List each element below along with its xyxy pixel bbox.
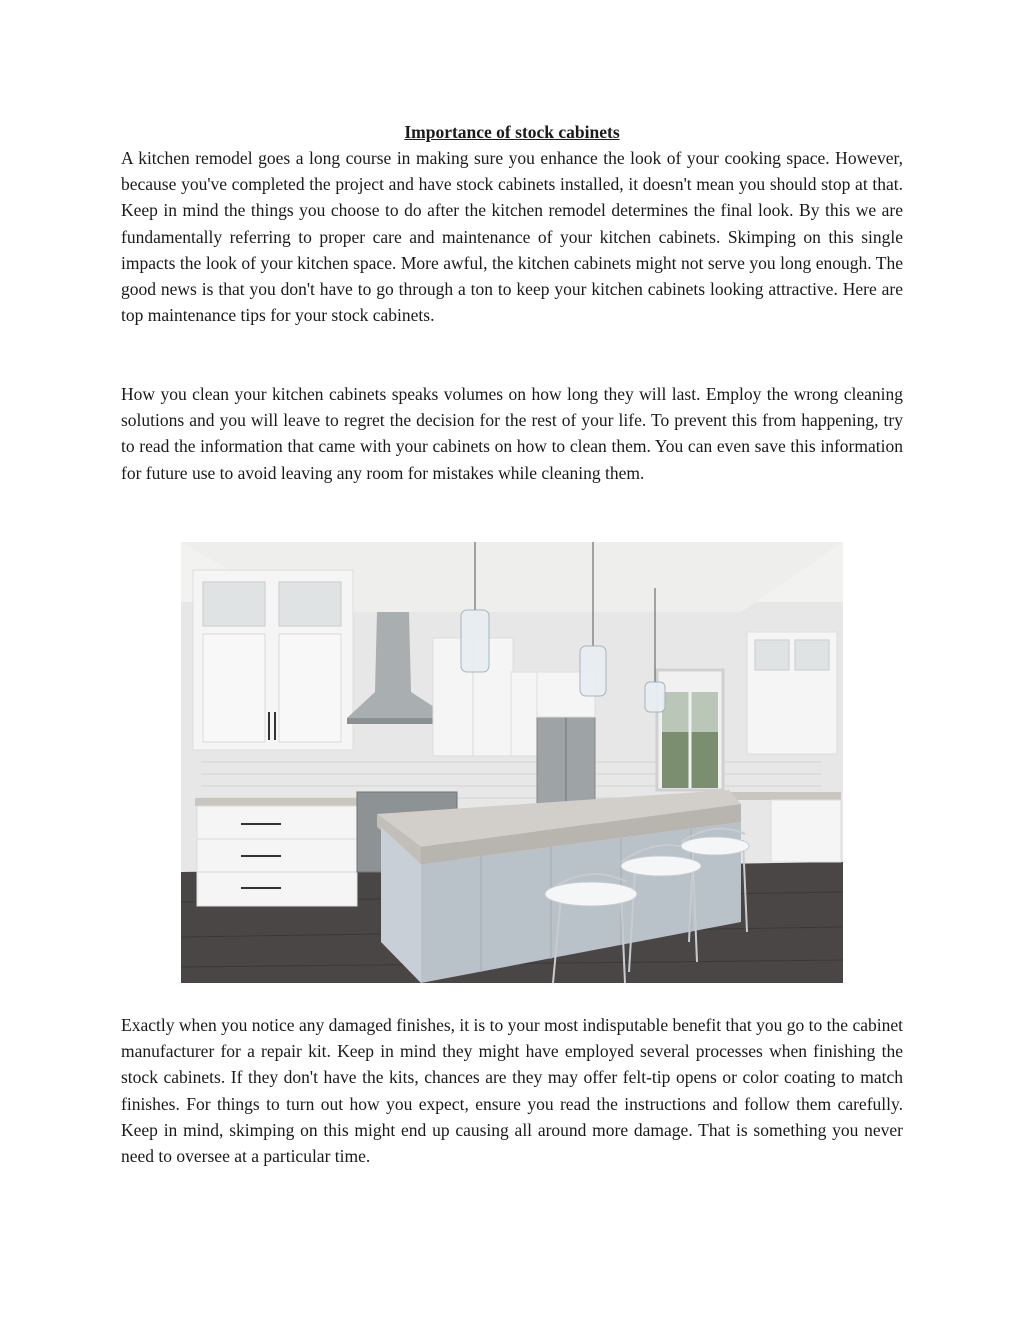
paragraph-intro: A kitchen remodel goes a long course in making sure you enhance the look of your cooking space. However, because you've completed the project and have stock cabinets installed, it doesn't mean you should stop at that. Keep in mind the things you choose to do after the kitchen remodel determines the final look. By this we are fundamentally referring to proper care and maintenance of your kitchen cabinets. Skimping on this single impacts the look of your kitchen space. More awful, the kitchen cabinets might not serve you long enough. The good news is that you don't have to go through a ton to keep your kitchen cabinets looking attractive. Here are top maintenance tips for your stock cabinets. [121,148,903,326]
page-title: Importance of stock cabinets [404,122,620,142]
paragraph-repair: Exactly when you notice any damaged finishes, it is to your most indisputable benefit that you go to the cabinet manufacturer for a repair kit. Keep in mind they might have employed several processes when finishing the stock cabinets. If they don't have the kits, chances are they may offer felt-tip opens or color coating to match finishes. For things to turn out how you expect, ensure you read the instructions and follow them carefully. Keep in mind, skimping on this might end up causing all around more damage. That is something you never need to oversee at a particular time. [121,1015,903,1167]
kitchen-photo [181,542,843,983]
paragraph-cleaning: How you clean your kitchen cabinets speaks volumes on how long they will last. Employ the wrong cleaning solutions and you will leave to regret the decision for the rest of your life. To prevent this from happening, try to read the information that came with your cabinets on how to clean them. You can even save this information for future use to avoid leaving any room for mistakes while cleaning them. [121,384,903,483]
